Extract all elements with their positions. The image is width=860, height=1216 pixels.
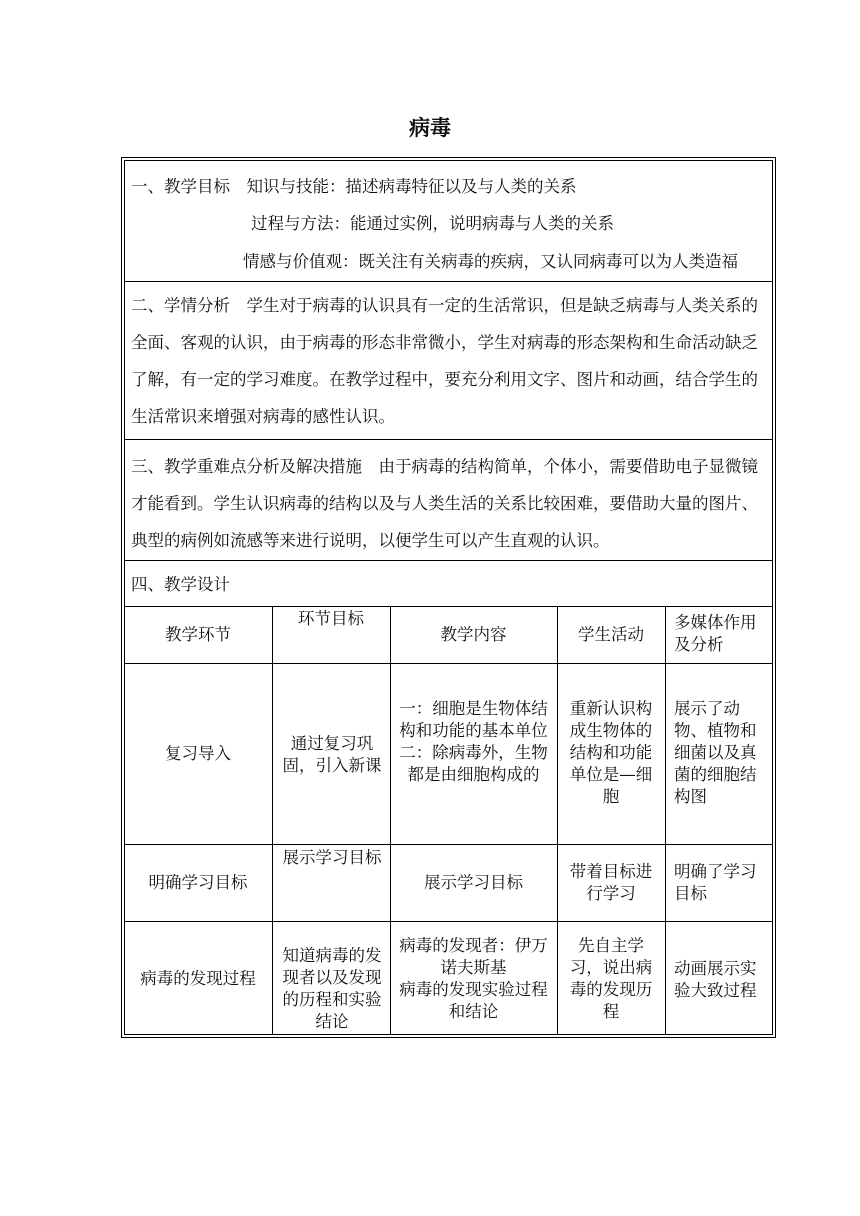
table-cell: 展示学习目标 <box>424 873 523 892</box>
section-divider <box>124 439 773 440</box>
design-heading: 四、教学设计 <box>131 575 230 594</box>
table-header: 教学内容 <box>440 625 507 644</box>
table-cell: 通过复习巩固，引入新课 <box>282 734 382 775</box>
objective-values: 情感与价值观：既关注有关病毒的疾病，又认同病毒可以为人类造福 <box>243 252 738 271</box>
table-header: 教学环节 <box>165 625 231 644</box>
table-cell: 重新认识构成生物体的结构和功能单位是—细胞 <box>569 699 653 806</box>
table-cell: 展示学习目标 <box>282 848 382 867</box>
column-divider <box>272 606 273 1035</box>
table-divider <box>124 606 773 607</box>
table-cell: 病毒的发现过程 <box>140 969 256 988</box>
table-cell: 动画展示实验大致过程 <box>674 959 757 1000</box>
table-divider <box>124 921 773 922</box>
key-difficulty-analysis: 三、教学重难点分析及解决措施 由于病毒的结构简单，个体小，需要借助电子显微镜才能看到。学生认识病毒的结构以及与人类生活的关系比较困难，要借助大量的图片、典型的病例如流感等来进行说明，以便学生可以产生直观的认识。 <box>131 457 758 550</box>
table-cell: 明确了学习目标 <box>674 862 757 903</box>
learner-analysis: 二、学情分析 学生对于病毒的认识具有一定的生活常识，但是缺乏病毒与人类关系的全面、客观的认识，由于病毒的形态非常微小，学生对病毒的形态架构和生命活动缺乏了解，有一定的学习难度。在教学过程中，要充分利用文字、图片和动画，结合学生的生活常识来增强对病毒的感性认识。 <box>131 296 758 426</box>
page-title: 病毒 <box>409 116 451 140</box>
table-header: 学生活动 <box>578 625 644 644</box>
table-cell: 一：细胞是生物体结构和功能的基本单位 二：除病毒外，生物都是由细胞构成的 <box>399 699 548 784</box>
objective-knowledge: 一、教学目标 知识与技能：描述病毒特征以及与人类的关系 <box>131 177 577 196</box>
section-divider <box>124 560 773 561</box>
table-header: 环节目标 <box>298 609 364 628</box>
table-cell: 知道病毒的发现者以及发现的历程和实验结论 <box>282 946 382 1031</box>
table-header: 多媒体作用及分析 <box>674 613 757 654</box>
section-divider <box>124 281 773 282</box>
column-divider <box>557 606 558 1035</box>
table-cell: 复习导入 <box>165 744 231 763</box>
column-divider <box>665 606 666 1035</box>
column-divider <box>390 606 391 1035</box>
objective-process: 过程与方法：能通过实例，说明病毒与人类的关系 <box>251 214 614 233</box>
table-cell: 明确学习目标 <box>148 873 248 892</box>
table-cell: 展示了动物、植物和细菌以及真菌的细胞结构图 <box>674 699 757 806</box>
table-cell: 带着目标进行学习 <box>569 862 653 903</box>
table-divider <box>124 663 773 664</box>
table-cell: 病毒的发现者：伊万诺夫斯基 病毒的发现实验过程和结论 <box>399 936 548 1021</box>
table-cell: 先自主学习，说出病毒的发现历程 <box>569 936 653 1021</box>
table-divider <box>124 844 773 845</box>
